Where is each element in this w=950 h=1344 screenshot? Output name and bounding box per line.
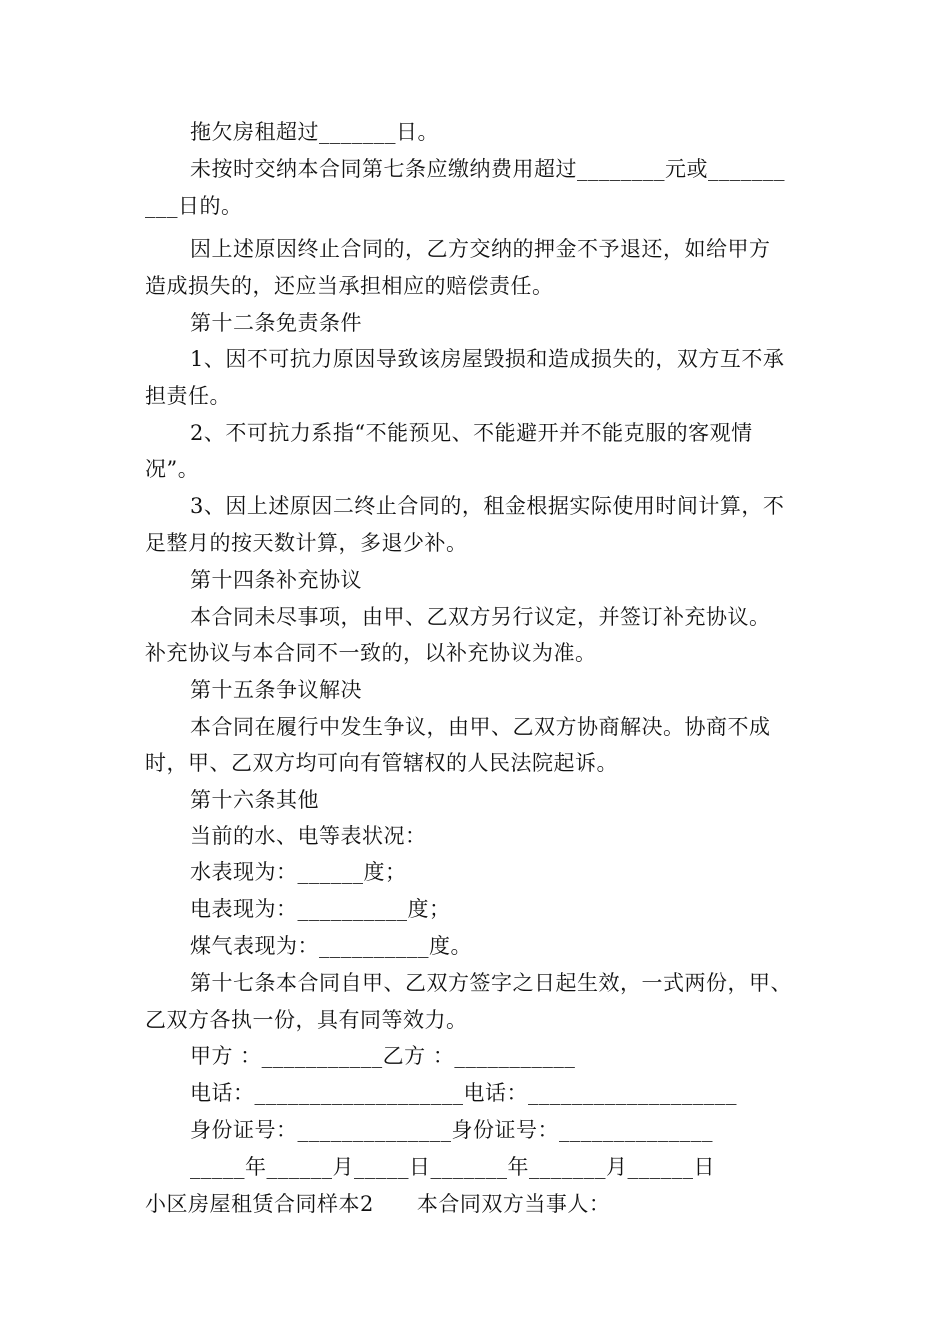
section-heading: 第十六条其他 [190, 788, 319, 812]
text-line: 乙双方各执一份，具有同等效力。 [145, 1008, 468, 1032]
text-line: 水表现为：______度； [190, 860, 407, 884]
signature-date-line: _____年______月_____日_______年_______月______日 [190, 1155, 715, 1179]
text-line: 补充协议与本合同不一致的，以补充协议为准。 [145, 641, 597, 665]
text-line: 当前的水、电等表状况： [190, 824, 427, 848]
next-document-title: 小区房屋租赁合同样本2 本合同双方当事人： [145, 1192, 611, 1216]
signature-phone-line: 电话：___________________电话：___________________ [190, 1081, 737, 1105]
section-heading: 第十四条补充协议 [190, 568, 362, 592]
text-line: 1、因不可抗力原因导致该房屋毁损和造成损失的，双方互不承 [190, 347, 785, 371]
section-heading: 第十五条争议解决 [190, 678, 362, 702]
signature-id-line: 身份证号：______________身份证号：______________ [190, 1118, 713, 1142]
text-line: 拖欠房租超过_______日。 [190, 120, 439, 144]
text-line: 本合同在履行中发生争议，由甲、乙双方协商解决。协商不成 [190, 715, 771, 739]
text-line: 造成损失的，还应当承担相应的赔偿责任。 [145, 274, 554, 298]
text-line: 3、因上述原因二终止合同的，租金根据实际使用时间计算，不 [190, 494, 785, 518]
text-line: 电表现为：__________度； [190, 897, 451, 921]
text-line: ___日的。 [145, 194, 243, 218]
text-line: 第十七条本合同自甲、乙双方签字之日起生效，一式两份，甲、 [190, 971, 792, 995]
text-line: 未按时交纳本合同第七条应缴纳费用超过________元或_______ [190, 157, 785, 181]
text-line: 因上述原因终止合同的，乙方交纳的押金不予退还，如给甲方 [190, 237, 771, 261]
signature-party-line: 甲方 ：___________乙方 ：___________ [190, 1044, 576, 1068]
text-line: 时，甲、乙双方均可向有管辖权的人民法院起诉。 [145, 751, 618, 775]
text-line: 况”。 [145, 457, 200, 481]
text-line: 本合同未尽事项，由甲、乙双方另行议定，并签订补充协议。 [190, 605, 771, 629]
text-line: 担责任。 [145, 384, 231, 408]
section-heading: 第十二条免责条件 [190, 311, 362, 335]
text-line: 足整月的按天数计算，多退少补。 [145, 531, 468, 555]
text-line: 2、不可抗力系指“不能预见、不能避开并不能克服的客观情 [190, 421, 753, 445]
text-line: 煤气表现为：__________度。 [190, 934, 472, 958]
